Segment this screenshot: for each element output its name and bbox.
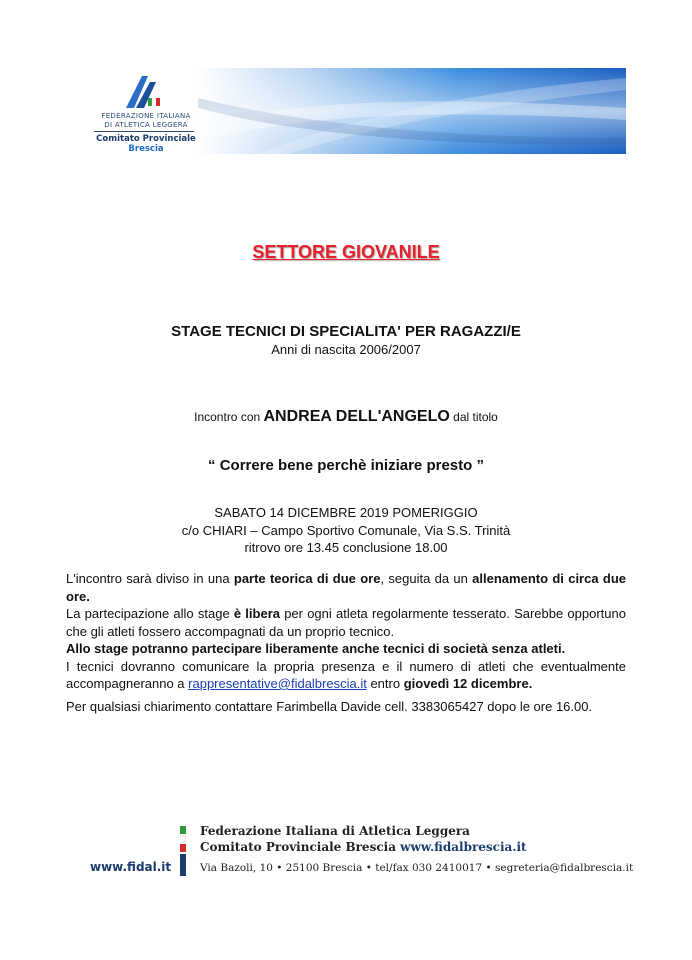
letterhead-header: [88, 66, 628, 156]
logo-line-2: DI ATLETICA LEGGERA: [104, 121, 188, 129]
event-details: [0, 504, 692, 557]
stage-subtitle: Anni di nascita 2006/2007: [271, 342, 421, 357]
header-banner: [198, 68, 626, 154]
speaker-name: ANDREA DELL'ANGELO: [263, 408, 450, 425]
paragraph-participation: La partecipazione allo stage è libera per ogni atleta regolarmente tesserato. Sarebbe opportuno che gli atleti fossero accompagnati da un proprio tecnico.: [66, 606, 626, 639]
footer-address: Via Bazoli, 10 • 25100 Brescia • tel/fax 030 2410017 • segreteria@fidalbrescia.it: [200, 862, 634, 874]
event-date: SABATO 14 DICEMBRE 2019 POMERIGGIO: [214, 505, 478, 520]
paragraph-registration: I tecnici dovranno comunicare la propria presenza e il numero di atleti che eventualmente accompagneranno a rappresentative@fidalbrescia.it entro giovedì 12 dicembre.: [66, 658, 626, 691]
footer-flag-bar-icon: [180, 826, 186, 876]
logo-line-1: FEDERAZIONE ITALIANA: [101, 112, 191, 120]
meeting-post: dal titolo: [449, 410, 498, 424]
footer-website[interactable]: www.fidal.it: [90, 860, 172, 874]
event-location: c/o CHIARI – Campo Sportivo Comunale, Via S.S. Trinità: [181, 522, 511, 538]
stage-title: STAGE TECNICI DI SPECIALITA' PER RAGAZZI/E: [171, 323, 521, 340]
paragraph-contact: Per qualsiasi chiarimento contattare Farimbella Davide cell. 3383065427 dopo le ore 16.00.: [66, 699, 593, 714]
fidal-logo: [88, 66, 196, 156]
footer-federation: Federazione Italiana di Atletica Leggera: [200, 824, 470, 838]
letterhead-footer: [80, 822, 634, 882]
paragraph-coaches: Allo stage potranno partecipare liberamente anche tecnici di società senza atleti.: [66, 641, 566, 656]
meeting-line: [0, 408, 692, 426]
section-title: SETTORE GIOVANILE: [252, 242, 440, 262]
logo-divider: [94, 131, 194, 132]
paragraph-structure: L'incontro sarà diviso in una parte teorica di due ore, seguita da un allenamento di circa due ore.: [66, 571, 626, 604]
meeting-pre: Incontro con: [194, 410, 264, 424]
email-link[interactable]: rappresentative@fidalbrescia.it: [188, 676, 367, 691]
talk-title: “ Correre bene perchè iniziare presto ”: [208, 457, 484, 474]
event-time: ritrovo ore 13.45 conclusione 18.00: [244, 540, 448, 555]
fidal-logo-icon: [122, 72, 166, 112]
logo-line-3: Comitato Provinciale Brescia: [96, 134, 196, 154]
footer-committee: Comitato Provinciale Brescia www.fidalbrescia.it: [200, 840, 527, 854]
body-text: [66, 570, 626, 693]
